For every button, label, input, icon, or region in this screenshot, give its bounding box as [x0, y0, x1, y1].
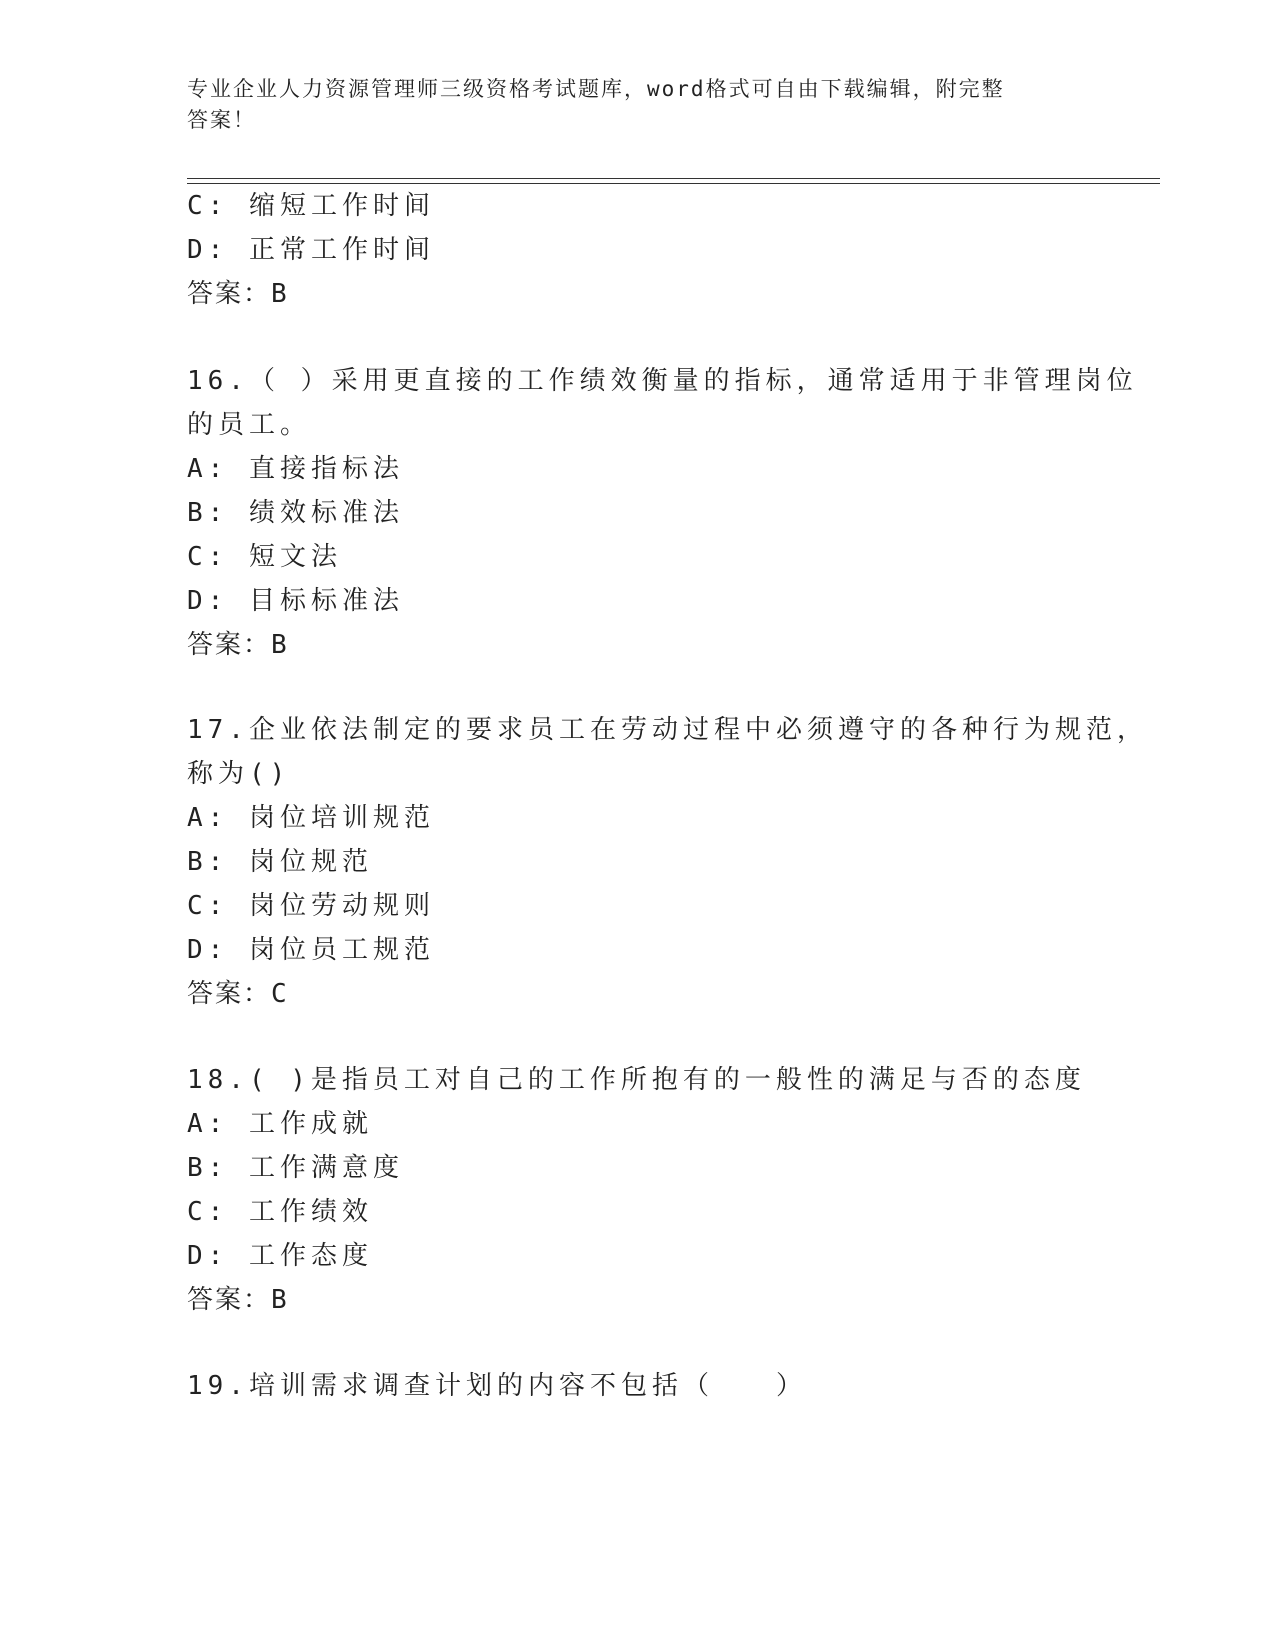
- q17-answer: 答案：C: [187, 979, 289, 1009]
- q18-answer: 答案：B: [187, 1285, 289, 1315]
- q17-option-d: D: 岗位员工规范: [187, 935, 435, 965]
- q18-option-a: A: 工作成就: [187, 1109, 373, 1139]
- q18-stem-line-1: 18.( )是指员工对自己的工作所抱有的一般性的满足与否的态度: [187, 1065, 1086, 1095]
- q16-option-b: B: 绩效标准法: [187, 498, 404, 528]
- header-line-1: 专业企业人力资源管理师三级资格考试题库，word格式可自由下载编辑，附完整: [187, 77, 1005, 101]
- q17-option-a: A: 岗位培训规范: [187, 803, 435, 833]
- q18-option-b: B: 工作满意度: [187, 1153, 404, 1183]
- header-divider-bottom: [187, 183, 1160, 184]
- q15-answer: 答案：B: [187, 279, 289, 309]
- q19-stem-line-1: 19.培训需求调查计划的内容不包括（ ）: [187, 1371, 807, 1401]
- q17-option-c: C: 岗位劳动规则: [187, 891, 435, 921]
- q17-stem-line-2: 称为(): [187, 759, 291, 789]
- q17-option-b: B: 岗位规范: [187, 847, 373, 877]
- document-header: [187, 74, 1087, 136]
- header-divider-top: [187, 178, 1160, 179]
- q18-option-c: C: 工作绩效: [187, 1197, 373, 1227]
- q16-stem-line-1: 16.（ ）采用更直接的工作绩效衡量的指标，通常适用于非管理岗位: [187, 366, 1138, 396]
- q16-stem-line-2: 的员工。: [187, 410, 312, 440]
- q16-option-d: D: 目标标准法: [187, 586, 404, 616]
- q16-option-a: A: 直接指标法: [187, 454, 404, 484]
- q17-stem-line-1: 17.企业依法制定的要求员工在劳动过程中必须遵守的各种行为规范，: [187, 715, 1148, 745]
- q15-option-d: D: 正常工作时间: [187, 235, 435, 265]
- q18-option-d: D: 工作态度: [187, 1241, 373, 1271]
- q16-answer: 答案：B: [187, 630, 289, 660]
- header-line-2: 答案！: [187, 108, 256, 132]
- q16-option-c: C: 短文法: [187, 542, 342, 572]
- q15-option-c: C: 缩短工作时间: [187, 191, 435, 221]
